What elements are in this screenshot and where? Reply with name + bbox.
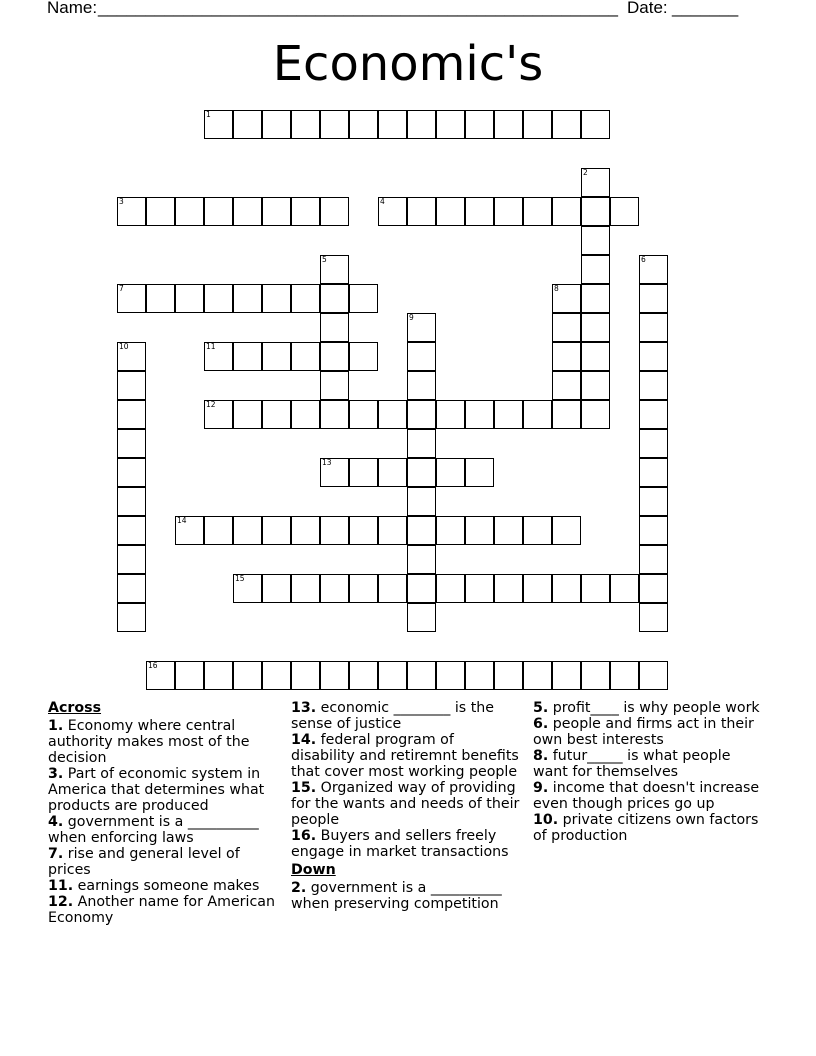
grid-cell[interactable] (494, 197, 523, 226)
grid-cell[interactable] (291, 197, 320, 226)
grid-cell[interactable] (204, 400, 233, 429)
grid-cell[interactable] (233, 661, 262, 690)
clue-number-label: 6. (533, 716, 549, 732)
grid-cell[interactable] (117, 197, 146, 226)
grid-cell[interactable] (204, 516, 233, 545)
grid-cell[interactable] (378, 400, 407, 429)
grid-cell[interactable] (436, 110, 465, 139)
grid-cell[interactable] (233, 197, 262, 226)
grid-cell[interactable] (581, 284, 610, 313)
clue-number-label: 7. (48, 846, 64, 862)
grid-cell[interactable] (465, 516, 494, 545)
grid-cell[interactable] (320, 458, 349, 487)
clue-text: government is a __________ when enforcing laws (48, 814, 259, 846)
grid-cell[interactable] (233, 284, 262, 313)
clue-text: Another name for American Economy (48, 894, 275, 926)
grid-cell[interactable] (349, 458, 378, 487)
grid-cell[interactable] (291, 574, 320, 603)
clue-number-label: 13. (291, 700, 317, 716)
clue-number: 2 (583, 168, 588, 177)
grid-cell[interactable] (581, 197, 610, 226)
grid-cell[interactable] (349, 661, 378, 690)
clue-number: 8 (554, 284, 559, 293)
grid-cell[interactable] (581, 255, 610, 284)
down-clue (533, 812, 765, 844)
grid-cell[interactable] (291, 661, 320, 690)
grid-cell[interactable] (378, 110, 407, 139)
clue-number: 9 (409, 313, 414, 322)
grid-cell[interactable] (407, 371, 436, 400)
clue-number-label: 10. (533, 812, 559, 828)
grid-cell[interactable] (407, 516, 436, 545)
clue-number: 14 (177, 516, 187, 525)
grid-cell[interactable] (610, 661, 639, 690)
clue-number-label: 5. (533, 700, 549, 716)
grid-cell[interactable] (552, 661, 581, 690)
grid-cell[interactable] (320, 255, 349, 284)
grid-cell[interactable] (349, 284, 378, 313)
grid-cell[interactable] (117, 545, 146, 574)
down-clue (533, 748, 765, 780)
grid-cell[interactable] (117, 574, 146, 603)
grid-cell[interactable] (262, 574, 291, 603)
grid-cell[interactable] (146, 284, 175, 313)
grid-cell[interactable] (320, 516, 349, 545)
clue-text: profit____ is why people work (548, 700, 760, 716)
grid-cell[interactable] (523, 197, 552, 226)
grid-cell[interactable] (407, 603, 436, 632)
grid-cell[interactable] (407, 545, 436, 574)
grid-cell[interactable] (262, 284, 291, 313)
page-title: Economic's (272, 36, 544, 92)
grid-cell[interactable] (117, 487, 146, 516)
grid-cell[interactable] (465, 574, 494, 603)
grid-cell[interactable] (465, 458, 494, 487)
grid-cell[interactable] (117, 371, 146, 400)
clues-column-3 (533, 700, 765, 844)
clue-number-label: 3. (48, 766, 64, 782)
grid-cell[interactable] (523, 516, 552, 545)
grid-cell[interactable] (552, 574, 581, 603)
date-line[interactable]: _______ (672, 0, 739, 17)
grid-cell[interactable] (262, 197, 291, 226)
grid-cell[interactable] (552, 400, 581, 429)
clue-text: people and firms act in their own best interests (533, 716, 754, 748)
grid-cell[interactable] (407, 429, 436, 458)
grid-cell[interactable] (552, 110, 581, 139)
grid-cell[interactable] (407, 487, 436, 516)
grid-cell[interactable] (117, 516, 146, 545)
clue-text: Organized way of providing for the wants and needs of their people (291, 780, 520, 828)
clue-number: 13 (322, 458, 332, 467)
grid-cell[interactable] (581, 661, 610, 690)
clue-number-label: 4. (48, 814, 64, 830)
grid-cell[interactable] (320, 197, 349, 226)
grid-cell[interactable] (320, 342, 349, 371)
clue-text: income that doesn't increase even though prices go up (533, 780, 760, 812)
grid-cell[interactable] (175, 661, 204, 690)
grid-cell[interactable] (552, 284, 581, 313)
clue-number: 6 (641, 255, 646, 264)
grid-cell[interactable] (639, 371, 668, 400)
grid-cell[interactable] (639, 342, 668, 371)
grid-cell[interactable] (204, 661, 233, 690)
clue-number: 16 (148, 661, 158, 670)
grid-cell[interactable] (494, 661, 523, 690)
grid-cell[interactable] (233, 516, 262, 545)
grid-cell[interactable] (465, 400, 494, 429)
grid-cell[interactable] (233, 342, 262, 371)
grid-cell[interactable] (378, 516, 407, 545)
grid-cell[interactable] (436, 661, 465, 690)
grid-cell[interactable] (117, 458, 146, 487)
across-heading: Across (48, 700, 102, 716)
grid-cell[interactable] (175, 516, 204, 545)
grid-cell[interactable] (639, 255, 668, 284)
grid-cell[interactable] (291, 342, 320, 371)
across-clue (48, 878, 276, 894)
clue-text: economic ________ is the sense of justice (291, 700, 494, 732)
down-clue (533, 780, 765, 812)
grid-cell[interactable] (552, 313, 581, 342)
grid-cell[interactable] (262, 661, 291, 690)
clues-column-2 (291, 700, 521, 912)
down-clue (533, 716, 765, 748)
across-clue (48, 766, 276, 814)
grid-cell[interactable] (639, 487, 668, 516)
down-heading: Down (291, 862, 336, 878)
clue-text: federal program of disability and retiremnt benefits that cover most working people (291, 732, 519, 780)
grid-cell[interactable] (233, 574, 262, 603)
clue-number-label: 16. (291, 828, 317, 844)
grid-cell[interactable] (407, 197, 436, 226)
clue-number-label: 8. (533, 748, 549, 764)
clue-number-label: 2. (291, 880, 307, 896)
date-label: Date: (627, 0, 668, 17)
across-clue (48, 718, 276, 766)
name-label: Name: (47, 0, 98, 17)
grid-cell[interactable] (581, 400, 610, 429)
down-clue (291, 880, 521, 912)
grid-cell[interactable] (639, 458, 668, 487)
grid-cell[interactable] (175, 197, 204, 226)
grid-cell[interactable] (233, 400, 262, 429)
across-clue (48, 846, 276, 878)
grid-cell[interactable] (639, 603, 668, 632)
grid-cell[interactable] (407, 458, 436, 487)
grid-cell[interactable] (117, 603, 146, 632)
grid-cell[interactable] (436, 458, 465, 487)
grid-cell[interactable] (378, 197, 407, 226)
clue-number-label: 12. (48, 894, 74, 910)
grid-cell[interactable] (146, 197, 175, 226)
clue-number-label: 1. (48, 718, 64, 734)
clue-text: futur_____ is what people want for themselves (533, 748, 731, 780)
grid-cell[interactable] (436, 516, 465, 545)
grid-cell[interactable] (349, 400, 378, 429)
grid-cell[interactable] (349, 574, 378, 603)
down-clue (533, 700, 765, 716)
grid-cell[interactable] (204, 342, 233, 371)
across-clue (291, 780, 521, 828)
grid-cell[interactable] (639, 516, 668, 545)
across-clue (291, 828, 521, 860)
clue-number: 3 (119, 197, 124, 206)
grid-cell[interactable] (494, 516, 523, 545)
grid-cell[interactable] (378, 574, 407, 603)
grid-cell[interactable] (117, 429, 146, 458)
grid-cell[interactable] (465, 197, 494, 226)
clue-number-label: 14. (291, 732, 317, 748)
grid-cell[interactable] (581, 226, 610, 255)
grid-cell[interactable] (523, 400, 552, 429)
grid-cell[interactable] (581, 168, 610, 197)
grid-cell[interactable] (581, 371, 610, 400)
across-clue (48, 814, 276, 846)
grid-cell[interactable] (291, 400, 320, 429)
grid-cell[interactable] (610, 197, 639, 226)
name-line[interactable]: _______________________________________________________ (98, 0, 619, 17)
grid-cell[interactable] (320, 371, 349, 400)
grid-cell[interactable] (523, 661, 552, 690)
clue-number-label: 9. (533, 780, 549, 796)
clue-number: 10 (119, 342, 129, 351)
grid-cell[interactable] (494, 400, 523, 429)
grid-cell[interactable] (465, 661, 494, 690)
clue-text: government is a __________ when preserving competition (291, 880, 502, 912)
grid-cell[interactable] (639, 284, 668, 313)
grid-cell[interactable] (320, 574, 349, 603)
clue-number: 4 (380, 197, 385, 206)
grid-cell[interactable] (407, 661, 436, 690)
grid-cell[interactable] (320, 400, 349, 429)
grid-cell[interactable] (407, 574, 436, 603)
grid-cell[interactable] (639, 661, 668, 690)
grid-cell[interactable] (204, 110, 233, 139)
clue-number: 5 (322, 255, 327, 264)
grid-cell[interactable] (639, 574, 668, 603)
grid-cell[interactable] (436, 574, 465, 603)
grid-cell[interactable] (204, 284, 233, 313)
grid-cell[interactable] (146, 661, 175, 690)
grid-cell[interactable] (378, 458, 407, 487)
grid-cell[interactable] (291, 516, 320, 545)
clue-number-label: 11. (48, 878, 74, 894)
grid-cell[interactable] (610, 574, 639, 603)
grid-cell[interactable] (320, 110, 349, 139)
grid-cell[interactable] (262, 400, 291, 429)
grid-cell[interactable] (349, 342, 378, 371)
clue-number-label: 15. (291, 780, 317, 796)
grid-cell[interactable] (639, 313, 668, 342)
grid-cell[interactable] (552, 371, 581, 400)
grid-cell[interactable] (175, 284, 204, 313)
grid-cell[interactable] (233, 110, 262, 139)
grid-cell[interactable] (407, 400, 436, 429)
grid-cell[interactable] (204, 197, 233, 226)
clue-number: 12 (206, 400, 216, 409)
across-clue (291, 700, 521, 732)
grid-cell[interactable] (436, 400, 465, 429)
grid-cell[interactable] (581, 574, 610, 603)
grid-cell[interactable] (552, 516, 581, 545)
grid-cell[interactable] (349, 516, 378, 545)
grid-cell[interactable] (117, 400, 146, 429)
clue-text: Part of economic system in America that determines what products are produced (48, 766, 265, 814)
grid-cell[interactable] (436, 197, 465, 226)
grid-cell[interactable] (494, 574, 523, 603)
grid-cell[interactable] (552, 197, 581, 226)
grid-cell[interactable] (581, 342, 610, 371)
clue-number: 11 (206, 342, 216, 351)
grid-cell[interactable] (639, 545, 668, 574)
grid-cell[interactable] (494, 110, 523, 139)
across-clue (48, 894, 276, 926)
grid-cell[interactable] (320, 661, 349, 690)
grid-cell[interactable] (291, 284, 320, 313)
clue-text: Buyers and sellers freely engage in market transactions (291, 828, 509, 860)
clue-text: earnings someone makes (73, 878, 260, 894)
grid-cell[interactable] (523, 574, 552, 603)
across-clue (291, 732, 521, 780)
grid-cell[interactable] (262, 342, 291, 371)
clue-text: private citizens own factors of production (533, 812, 759, 844)
grid-cell[interactable] (581, 313, 610, 342)
grid-cell[interactable] (349, 110, 378, 139)
clue-number: 15 (235, 574, 245, 583)
grid-cell[interactable] (552, 342, 581, 371)
grid-cell[interactable] (262, 516, 291, 545)
grid-cell[interactable] (320, 313, 349, 342)
grid-cell[interactable] (523, 110, 552, 139)
grid-cell[interactable] (378, 661, 407, 690)
grid-cell[interactable] (407, 313, 436, 342)
grid-cell[interactable] (407, 342, 436, 371)
clue-number: 7 (119, 284, 124, 293)
clue-text: Economy where central authority makes most of the decision (48, 718, 250, 766)
grid-cell[interactable] (639, 429, 668, 458)
grid-cell[interactable] (639, 400, 668, 429)
grid-cell[interactable] (117, 342, 146, 371)
clue-number: 1 (206, 110, 211, 119)
grid-cell[interactable] (262, 110, 291, 139)
clues-column-1 (48, 700, 276, 926)
grid-cell[interactable] (291, 110, 320, 139)
grid-cell[interactable] (407, 110, 436, 139)
grid-cell[interactable] (581, 110, 610, 139)
grid-cell[interactable] (320, 284, 349, 313)
clue-text: rise and general level of prices (48, 846, 240, 878)
grid-cell[interactable] (465, 110, 494, 139)
grid-cell[interactable] (117, 284, 146, 313)
